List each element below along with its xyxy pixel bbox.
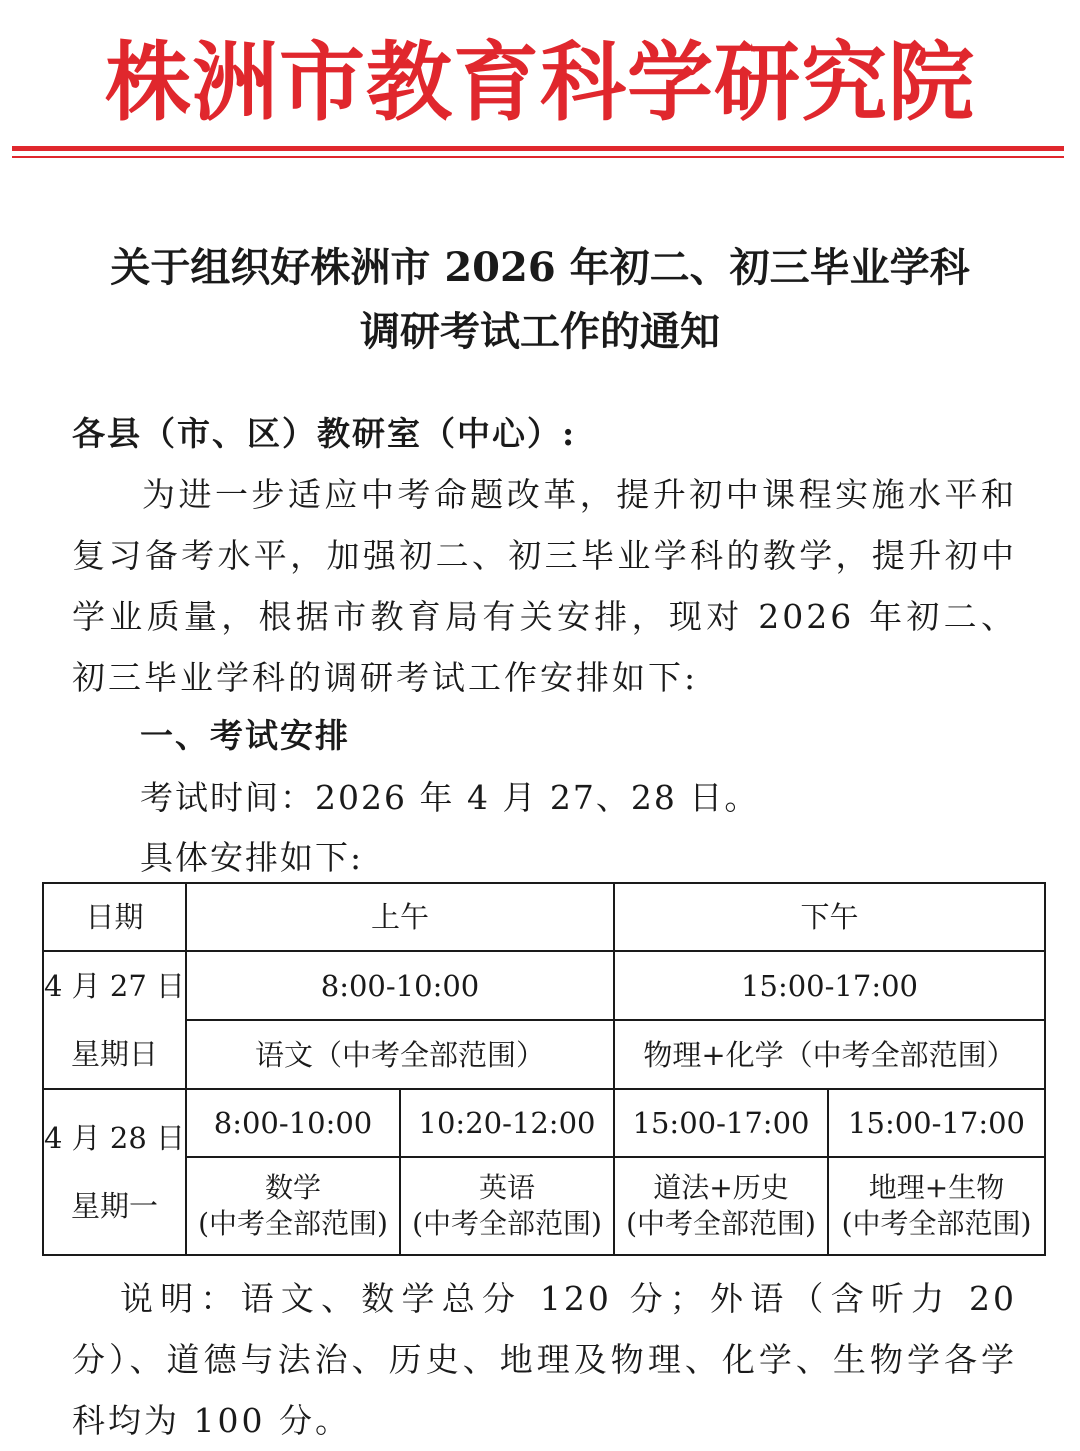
day2-slot3-scope: (中考全部范围): [626, 1207, 816, 1240]
notice-title-line2: 调研考试工作的通知: [360, 308, 720, 355]
day2-slot1-time: 8:00-10:00: [186, 1089, 400, 1157]
day1-date-cell: [43, 951, 186, 1089]
day2-weekday: 星期一: [70, 1189, 158, 1223]
letterhead-red-rule-thin: [12, 156, 1064, 158]
day2-slot3-subject: 道法+历史: [653, 1171, 789, 1204]
notice-title-line1: 关于组织好株洲市 2026 年初二、初三毕业学科: [110, 244, 970, 291]
day1-pm-time: 15:00-17:00: [614, 951, 1045, 1020]
header-morning: 上午: [186, 883, 614, 951]
day1-pm-subject: 物理+化学（中考全部范围）: [614, 1020, 1045, 1089]
day1-date: 4 月 27 日: [44, 969, 186, 1003]
day2-slot1-scope: (中考全部范围): [198, 1207, 388, 1240]
table-row-day1-subject: [43, 1020, 1045, 1089]
table-row-day2-time: [43, 1089, 1045, 1157]
section1-heading: 一、考试安排: [140, 716, 350, 755]
intro-paragraph: 为进一步适应中考命题改革，提升初中课程实施水平和复习备考水平，加强初二、初三毕业学科的教学，提升初中学业质量，根据市教育局有关安排，现对 2026 年初二、初三毕业学科的调研考试工作安排如下:: [72, 475, 1017, 697]
scoring-note: 说明：语文、数学总分 120 分；外语（含听力 20 分）、道德与法治、历史、地理及物理、化学、生物学各学科均为 100 分。: [72, 1279, 1017, 1440]
day2-slot4-time: 15:00-17:00: [828, 1089, 1045, 1157]
day2-slot4-subject-cell: [828, 1157, 1045, 1255]
letterhead-red-rule-thick: [12, 146, 1064, 151]
table-row-day1-time: [43, 951, 1045, 1020]
day2-slot2-subject: 英语: [479, 1171, 536, 1204]
header-afternoon: 下午: [614, 883, 1045, 951]
letterhead-org-name: 株洲市教育科学研究院: [105, 33, 975, 133]
day2-slot1-subject-cell: [186, 1157, 400, 1255]
table-row-day2-subject: [43, 1157, 1045, 1255]
table-header-row: [43, 883, 1045, 951]
exam-schedule-table: [42, 882, 1046, 1256]
day1-weekday: 星期日: [70, 1037, 158, 1071]
day2-slot4-scope: (中考全部范围): [841, 1207, 1032, 1240]
header-date: 日期: [43, 883, 186, 951]
day1-am-time: 8:00-10:00: [186, 951, 614, 1020]
day2-slot2-subject-cell: [400, 1157, 614, 1255]
day2-slot3-subject-cell: [614, 1157, 828, 1255]
day2-date-cell: [43, 1089, 186, 1255]
exam-time-line: 考试时间：2026 年 4 月 27、28 日。: [140, 778, 760, 817]
salutation: 各县（市、区）教研室（中心）:: [72, 414, 577, 453]
details-intro-line: 具体安排如下:: [140, 838, 364, 877]
day2-slot3-time: 15:00-17:00: [614, 1089, 828, 1157]
day1-am-subject: 语文（中考全部范围）: [186, 1020, 614, 1089]
day2-slot4-subject: 地理+生物: [868, 1171, 1005, 1204]
day2-slot1-subject: 数学: [264, 1171, 321, 1204]
day2-slot2-time: 10:20-12:00: [400, 1089, 614, 1157]
day2-date: 4 月 28 日: [44, 1121, 186, 1155]
day2-slot2-scope: (中考全部范围): [412, 1207, 602, 1240]
